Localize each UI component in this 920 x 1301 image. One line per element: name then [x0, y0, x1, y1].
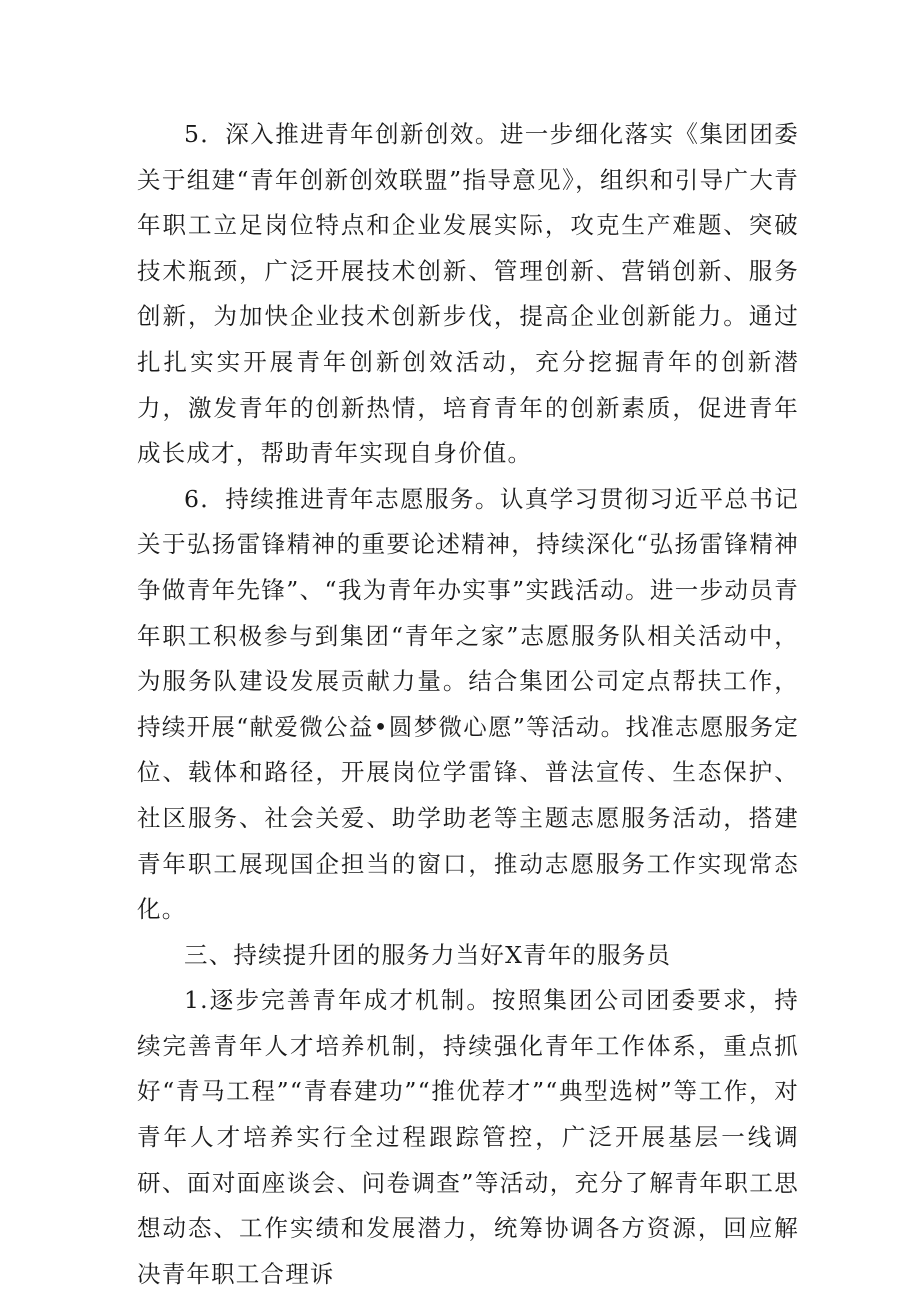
section-heading-3: 三、持续提升团的服务力当好X青年的服务员: [184, 940, 672, 969]
paragraph-item-6: 6．持续推进青年志愿服务。认真学习贯彻习近平总书记关于弘扬雷锋精神的重要论述精神，持续深化“弘扬雷锋精神争做青年先锋”、“我为青年办实事”实践活动。进一步动员青年职工积极参与到集团“青年之家”志愿服务队相关活动中，为服务队建设发展贡献力量。结合集团公司定点帮扶工作，持续开展“献爱微公益•圆梦微心愿”等活动。找准志愿服务定位、载体和路径，开展岗位学雷锋、普法宣传、生态保护、社区服务、社会关爱、助学助老等主题志愿服务活动，搭建青年职工展现国企担当的窗口，推动志愿服务工作实现常态化。: [137, 484, 799, 924]
paragraph-item-1: 1.逐步完善青年成才机制。按照集团公司团委要求，持续完善青年人才培养机制，持续强化青年工作体系，重点抓好“青马工程”“青春建功”“推优荐才”“典型选树”等工作，对青年人才培养实行全过程跟踪管控，广泛开展基层一线调研、面对面座谈会、问卷调查”等活动，充分了解青年职工思想动态、工作实绩和发展潜力，统筹协调各方资源，回应解决青年职工合理诉: [137, 986, 799, 1288]
paragraph-item-5: 5．深入推进青年创新创效。进一步细化落实《集团团委关于组建“青年创新创效联盟”指导意见》，组织和引导广大青年职工立足岗位特点和企业发展实际，攻克生产难题、突破技术瓶颈，广泛开展技术创新、管理创新、营销创新、服务创新，为加快企业技术创新步伐，提高企业创新能力。通过扎扎实实开展青年创新创效活动，充分挖掘青年的创新潜力，激发青年的创新热情，培育青年的创新素质，促进青年成长成才，帮助青年实现自身价值。: [137, 120, 799, 468]
document-body: [137, 112, 799, 1297]
